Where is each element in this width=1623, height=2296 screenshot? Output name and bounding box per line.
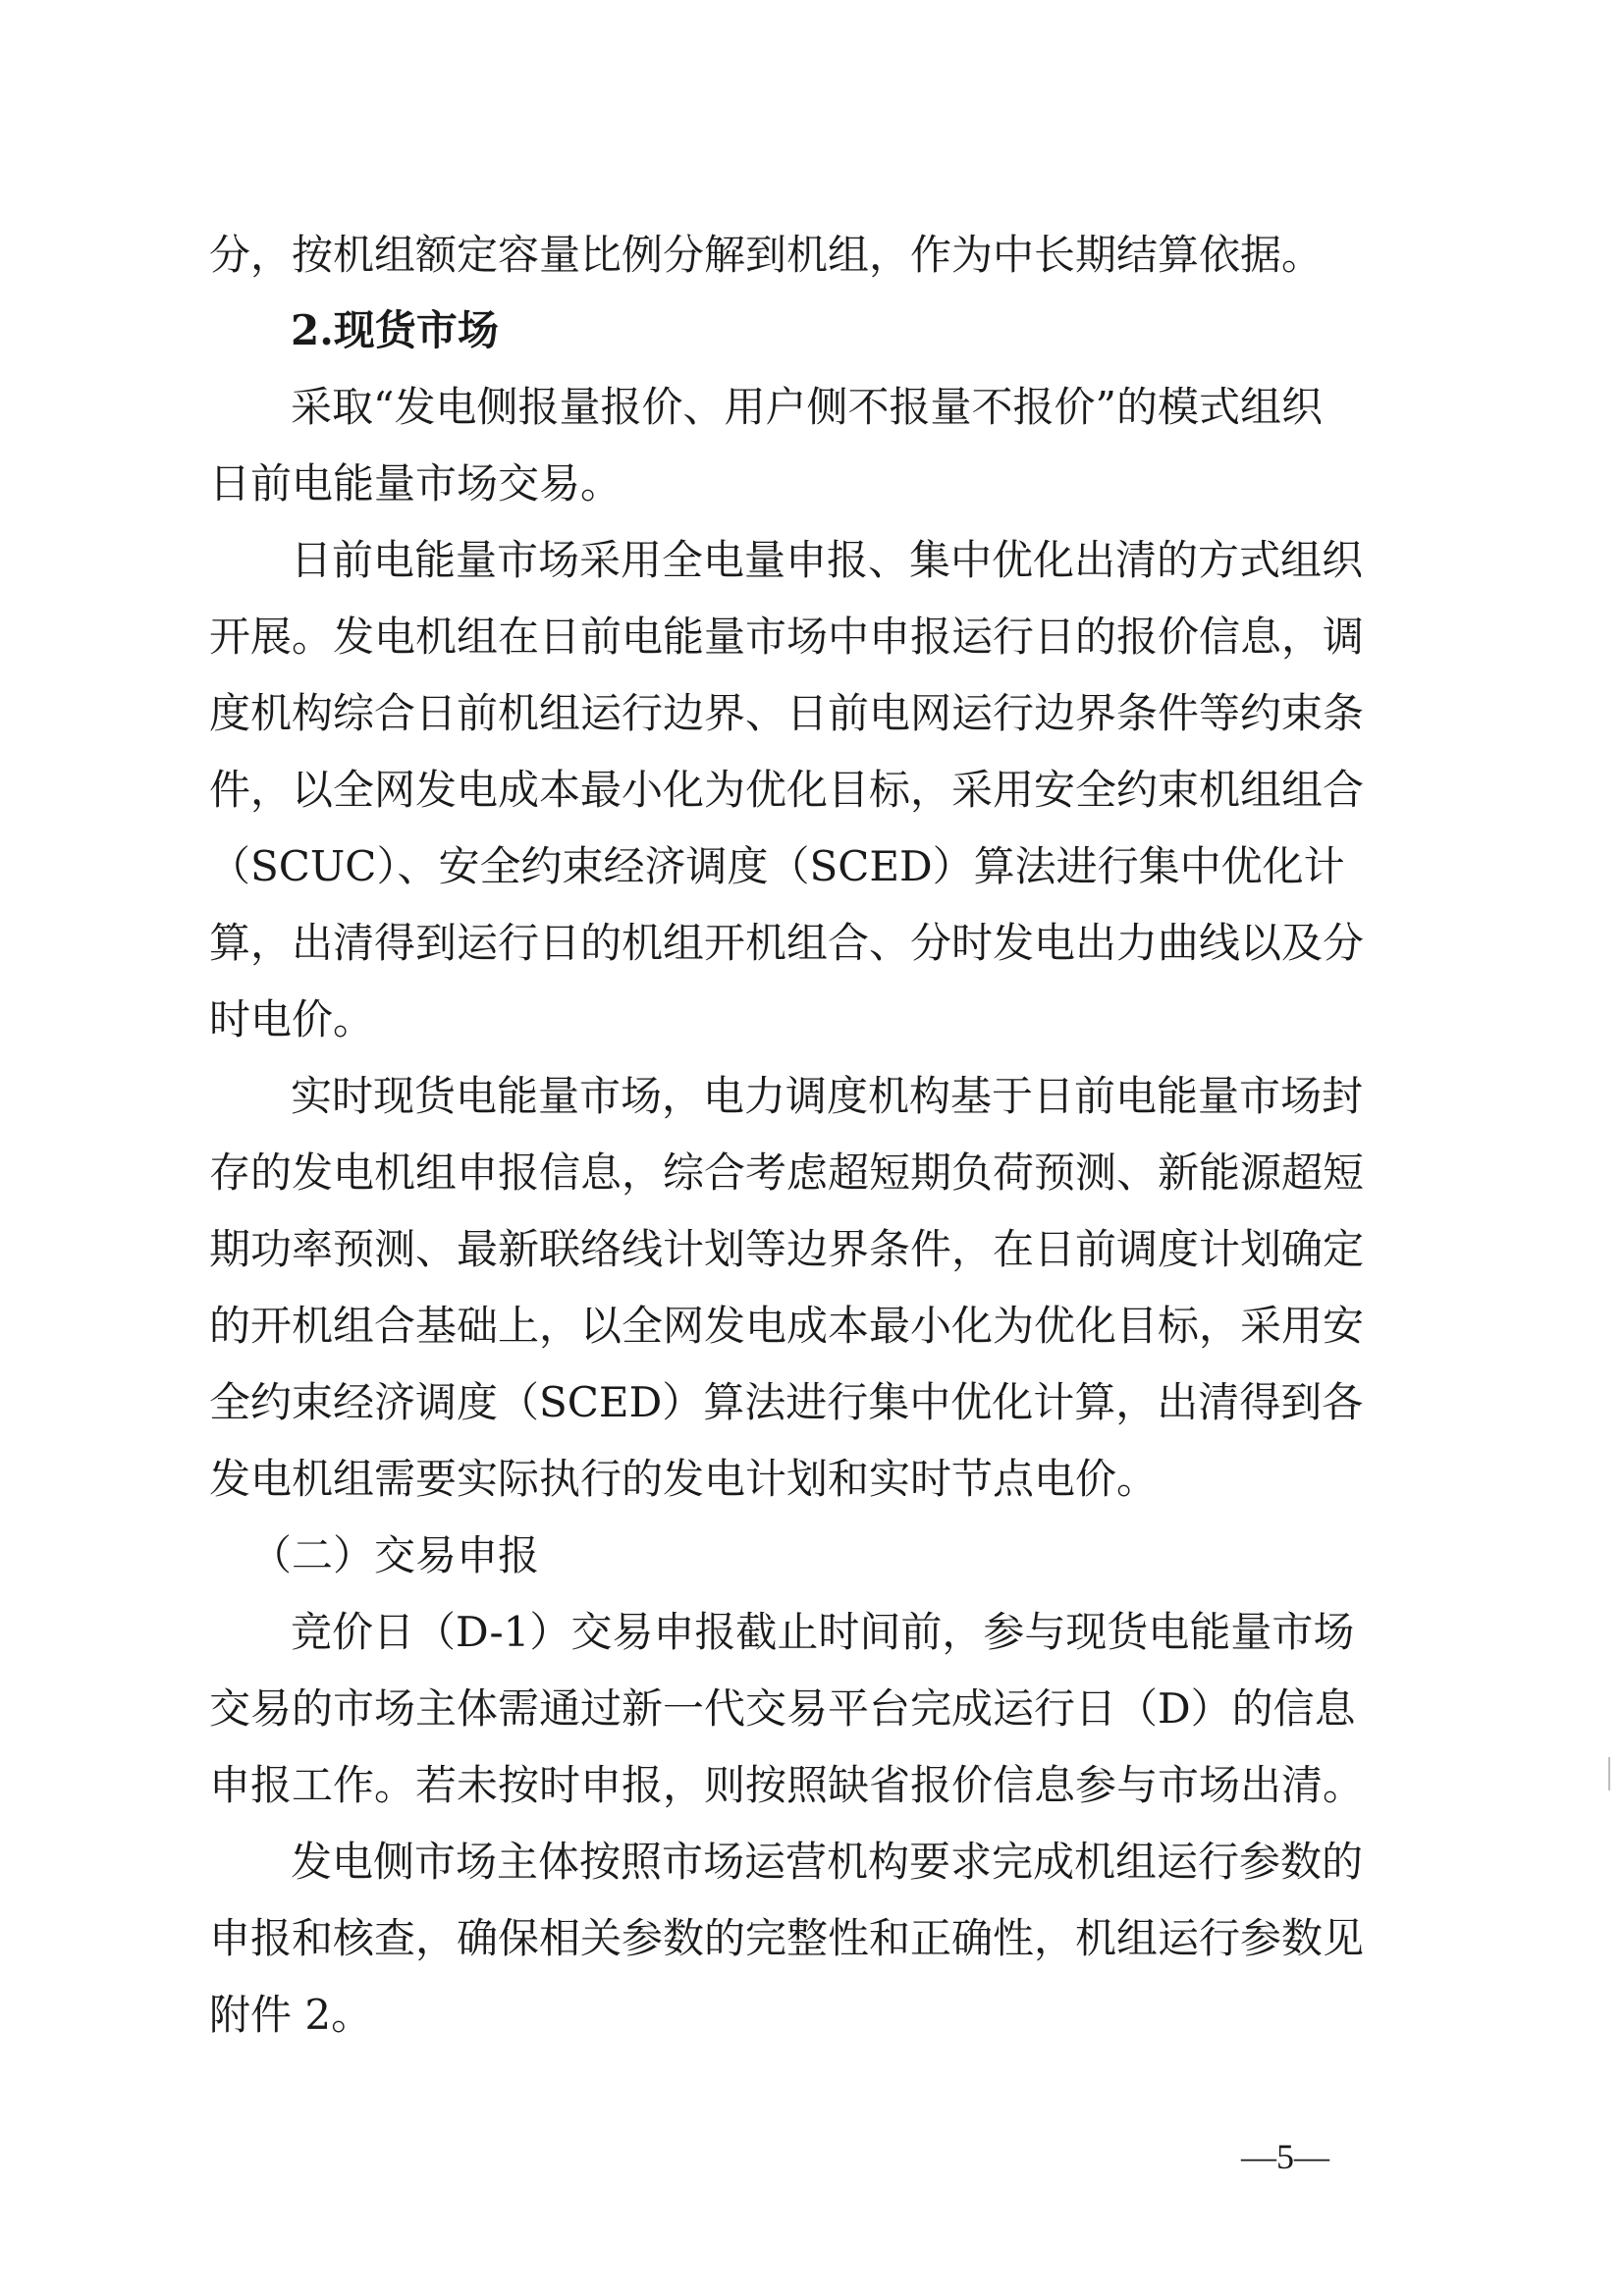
text-line: 件，以全网发电成本最小化为优化目标，采用安全约束机组组合	[209, 766, 1365, 814]
text-line: 的开机组合基础上，以全网发电成本最小化为优化目标，采用安	[209, 1302, 1365, 1350]
text-line: 交易的市场主体需通过新一代交易平台完成运行日（D）的信息	[209, 1684, 1356, 1733]
text-line: 开展。发电机组在日前电能量市场中申报运行日的报价信息，调	[209, 613, 1365, 661]
text-line: 时电价。	[209, 995, 375, 1043]
section-heading-spot-market: 2.现货市场	[291, 306, 499, 354]
text-line: 发电侧市场主体按照市场运营机构要求完成机组运行参数的	[291, 1838, 1364, 1886]
text-line: 实时现货电能量市场，电力调度机构基于日前电能量市场封	[291, 1072, 1364, 1120]
text-line: 日前电能量市场采用全电量申报、集中优化出清的方式组织	[291, 536, 1364, 584]
text-line: 发电机组需要实际执行的发电计划和实时节点电价。	[209, 1455, 1159, 1503]
text-line: 存的发电机组申报信息，综合考虑超短期负荷预测、新能源超短	[209, 1148, 1365, 1197]
text-line: 分，按机组额定容量比例分解到机组，作为中长期结算依据。	[209, 231, 1324, 279]
scan-edge-mark	[1608, 1757, 1610, 1790]
text-line: 申报和核查，确保相关参数的完整性和正确性，机组运行参数见	[209, 1914, 1365, 1962]
text-line: 全约束经济调度（SCED）算法进行集中优化计算，出清得到各	[209, 1378, 1364, 1426]
section-heading-trade-declaration: （二）交易申报	[250, 1531, 540, 1579]
page-number: —5—	[1241, 2137, 1329, 2176]
text-line: 日前电能量市场交易。	[209, 459, 622, 507]
text-line: 附件 2。	[209, 1991, 373, 2039]
text-line: 度机构综合日前机组运行边界、日前电网运行边界条件等约束条	[209, 689, 1365, 737]
text-line: 竞价日（D-1）交易申报截止时间前，参与现货电能量市场	[291, 1608, 1355, 1656]
text-line: 采取“发电侧报量报价、用户侧不报量不报价”的模式组织	[291, 383, 1323, 431]
text-line: 期功率预测、最新联络线计划等边界条件，在日前调度计划确定	[209, 1225, 1365, 1273]
text-line: 算，出清得到运行日的机组开机组合、分时发电出力曲线以及分	[209, 919, 1365, 967]
text-line: 申报工作。若未按时申报，则按照缺省报价信息参与市场出清。	[209, 1761, 1365, 1809]
text-line: （SCUC）、安全约束经济调度（SCED）算法进行集中优化计	[209, 842, 1345, 890]
